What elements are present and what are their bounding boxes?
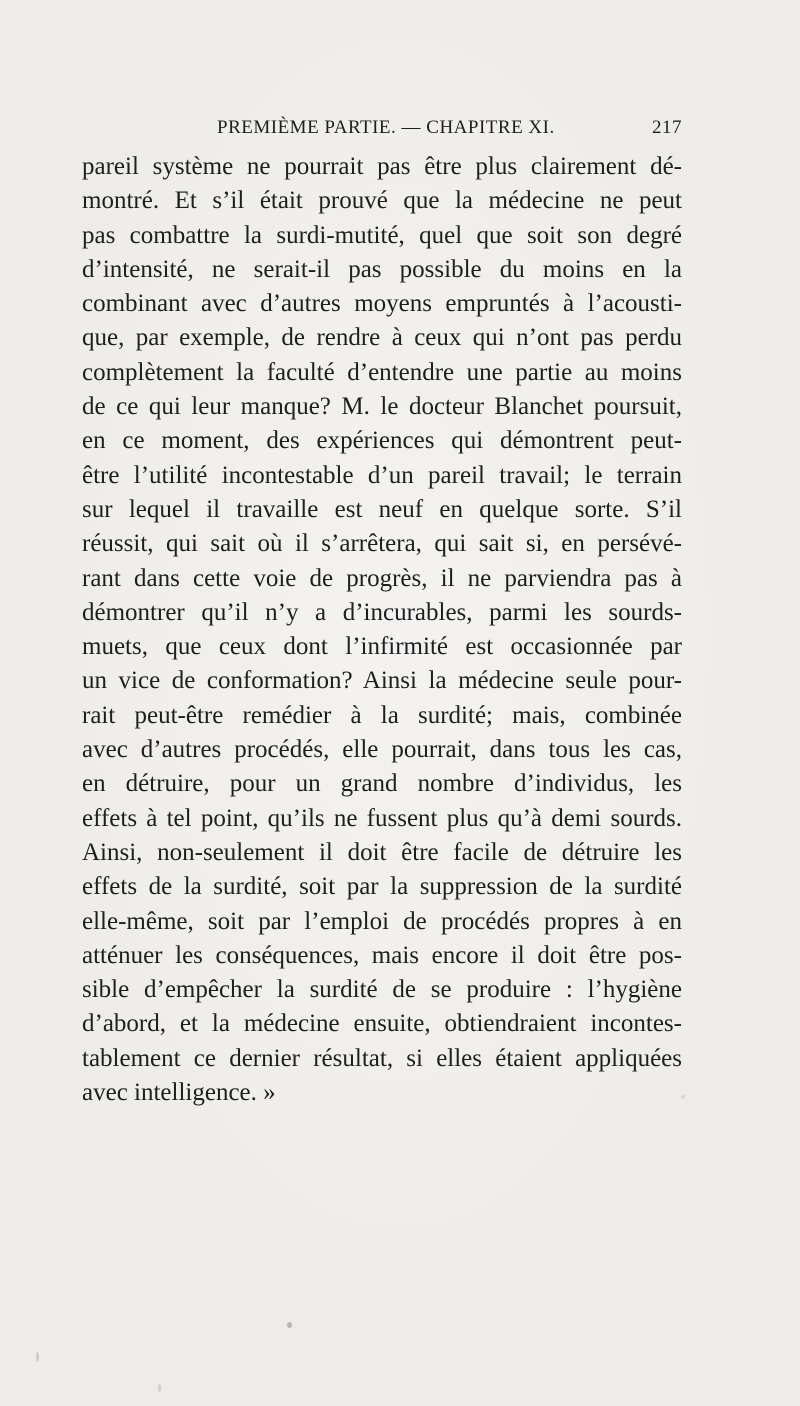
text-line: rait peut-être remédier à la surdité; mais, combinée bbox=[82, 701, 682, 729]
text-line: combinant avec d’autres moyens empruntés à l’acousti- bbox=[82, 290, 682, 318]
text-line: effets de la surdité, soit par la suppression de la surdité bbox=[82, 873, 682, 901]
body-text bbox=[82, 150, 682, 1110]
paper-speck bbox=[681, 1095, 685, 1099]
text-line: démontrer qu’il n’y a d’incurables, parmi les sourds- bbox=[82, 598, 682, 626]
text-line: réussit, qui sait où il s’arrêtera, qui sait si, en persévé- bbox=[82, 530, 682, 558]
text-line: que, par exemple, de rendre à ceux qui n’ont pas perdu bbox=[82, 324, 682, 352]
paper-speck bbox=[36, 1352, 39, 1362]
text-line: un vice de conformation? Ainsi la médecine seule pour- bbox=[82, 667, 682, 695]
text-line: d’abord, et la médecine ensuite, obtiendraient incontes- bbox=[82, 1010, 682, 1038]
text-line: être l’utilité incontestable d’un pareil travail; le terrain bbox=[82, 461, 682, 489]
text-line: muets, que ceux dont l’infirmité est occasionnée par bbox=[82, 633, 682, 661]
text-line: avec d’autres procédés, elle pourrait, dans tous les cas, bbox=[82, 736, 682, 764]
text-line: avec intelligence. » bbox=[82, 1079, 276, 1107]
text-line: de ce qui leur manque? M. le docteur Blanchet poursuit, bbox=[82, 393, 682, 421]
paper-speck bbox=[287, 1322, 292, 1328]
text-line: sur lequel il travaille est neuf en quelque sorte. S’il bbox=[82, 495, 682, 523]
running-title: PREMIÈME PARTIE. — CHAPITRE XI. bbox=[217, 117, 555, 138]
text-line: montré. Et s’il était prouvé que la médecine ne peut bbox=[82, 187, 682, 215]
text-line: rant dans cette voie de progrès, il ne parviendra pas à bbox=[82, 564, 682, 592]
text-line: Ainsi, non-seulement il doit être facile de détruire les bbox=[82, 838, 682, 866]
page-header bbox=[82, 113, 682, 141]
text-line: en ce moment, des expériences qui démontrent peut- bbox=[82, 427, 682, 455]
page-number: 217 bbox=[652, 117, 682, 138]
text-line: sible d’empêcher la surdité de se produire : l’hygiène bbox=[82, 976, 682, 1004]
text-line: en détruire, pour un grand nombre d’individus, les bbox=[82, 770, 682, 798]
text-line: pas combattre la surdi-mutité, quel que soit son degré bbox=[82, 221, 682, 249]
text-line: effets à tel point, qu’ils ne fussent plus qu’à demi sourds. bbox=[82, 804, 682, 832]
text-line: complètement la faculté d’entendre une partie au moins bbox=[82, 358, 682, 386]
text-line: atténuer les conséquences, mais encore il doit être pos- bbox=[82, 941, 682, 969]
text-line: pareil système ne pourrait pas être plus clairement dé- bbox=[82, 153, 682, 180]
paper-speck bbox=[158, 1384, 161, 1392]
text-line: d’intensité, ne serait-il pas possible du moins en la bbox=[82, 255, 682, 283]
text-line: tablement ce dernier résultat, si elles étaient appliquées bbox=[82, 1044, 682, 1072]
text-line: elle-même, soit par l’emploi de procédés propres à en bbox=[82, 907, 682, 935]
